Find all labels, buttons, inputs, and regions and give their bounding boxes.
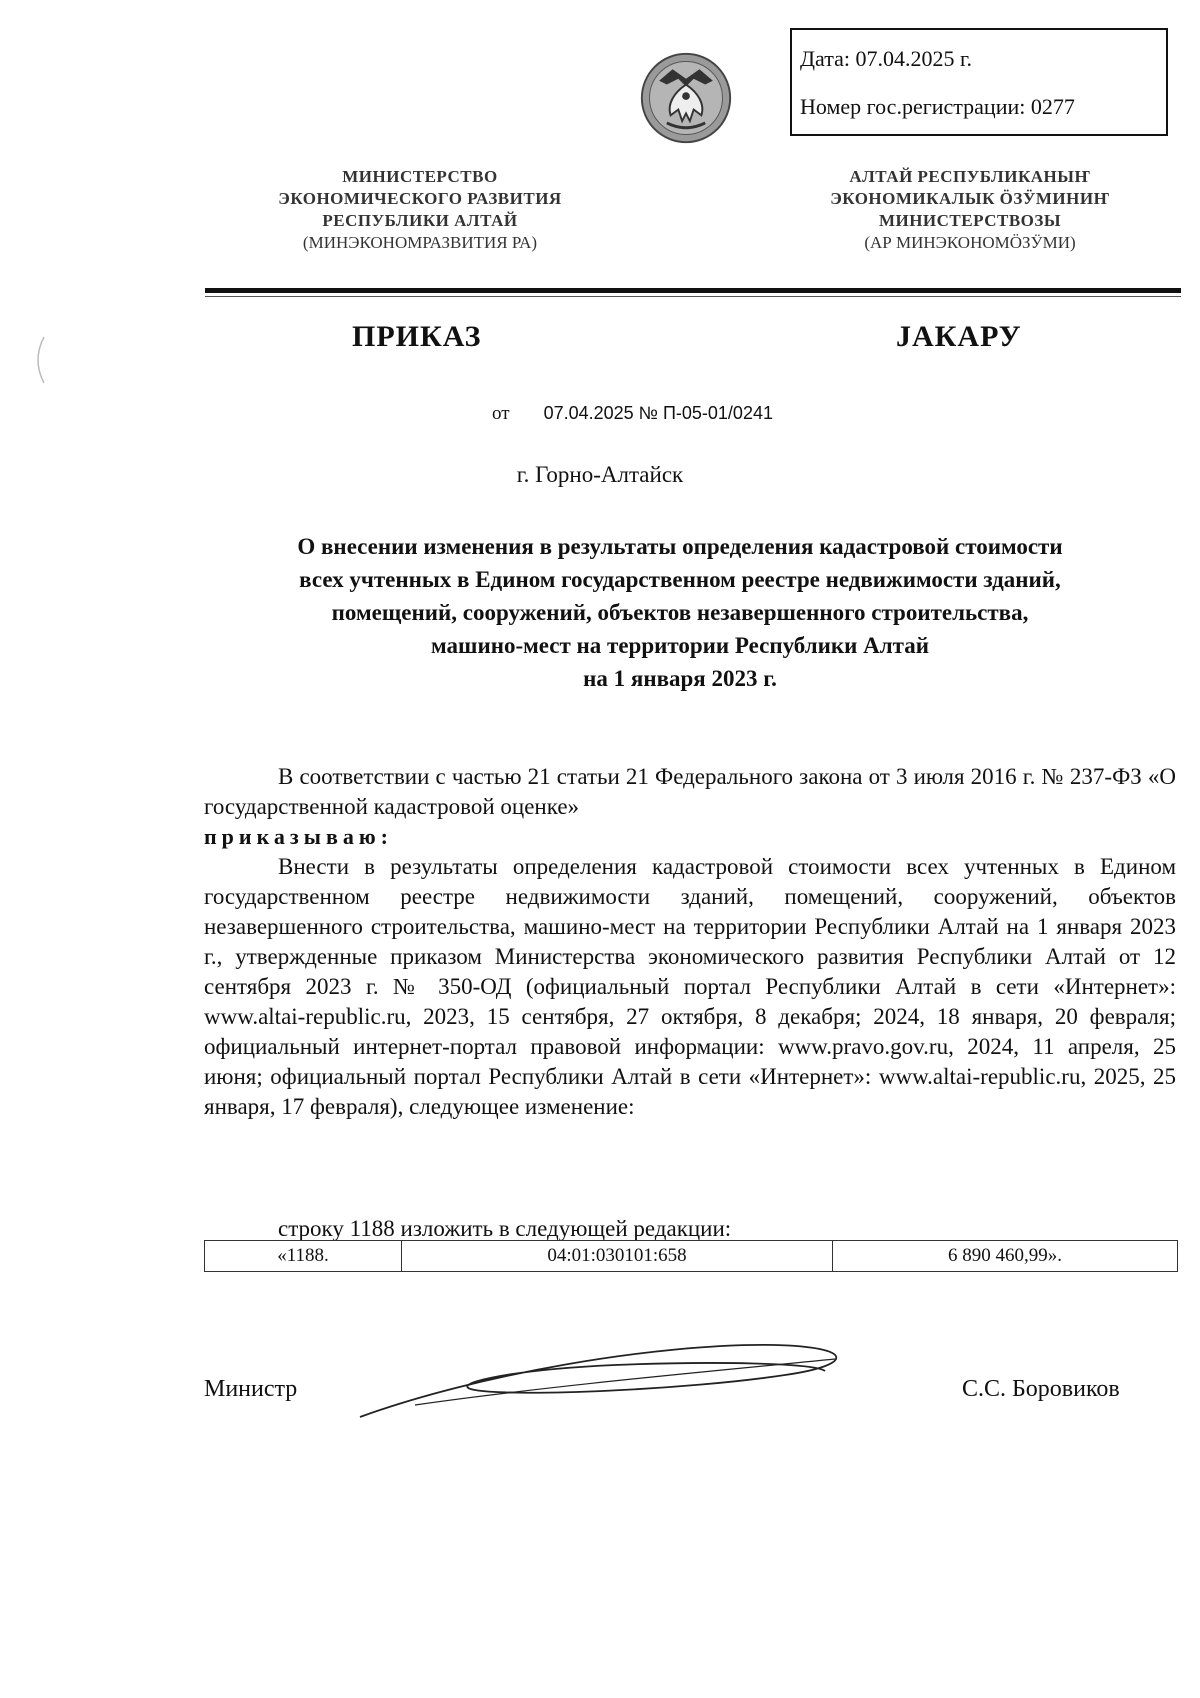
ministry-alt-line3: МИНИСТЕРСТВОЗЫ xyxy=(878,211,1062,230)
preamble-paragraph: В соответствии с частью 21 статьи 21 Федерального закона от 3 июля 2016 г. № 237-ФЗ «О государственной кадастровой оценке» xyxy=(204,764,1176,819)
row-intro-text: строку 1188 изложить в следующей редакции: xyxy=(278,1216,732,1241)
ministry-ru-line1: МИНИСТЕРСТВО xyxy=(342,167,498,186)
ministry-alt-line2: ЭКОНОМИКАЛЫК ÖЗӰМИНИҤ xyxy=(830,189,1110,208)
header-rule-thick xyxy=(205,288,1181,293)
subject-line3: помещений, сооружений, объектов незавершенного строительства, xyxy=(331,600,1029,625)
order-directive-word xyxy=(204,822,388,852)
ministry-alt-abbr: (АР МИНЭКОНОМÖЗӰМИ) xyxy=(864,233,1076,252)
ministry-ru-line2: ЭКОНОМИЧЕСКОГО РАЗВИТИЯ xyxy=(278,189,562,208)
ministry-name-russian xyxy=(240,166,600,254)
signatory-name: С.С. Боровиков xyxy=(962,1376,1120,1402)
order-from-label: от xyxy=(492,403,510,424)
subject-line4: машино-мест на территории Республики Алтай xyxy=(431,633,929,658)
ministry-alt-line1: АЛТАЙ РЕСПУБЛИКАНЫҤ xyxy=(849,167,1091,186)
order-word-colon: : xyxy=(380,824,388,849)
ministry-ru-line3: РЕСПУБЛИКИ АЛТАЙ xyxy=(322,211,518,230)
subject-line2: всех учтенных в Едином государственном реестре недвижимости зданий, xyxy=(299,567,1061,592)
table-row xyxy=(205,1241,1178,1272)
table-cell-cadastral-number: 04:01:030101:658 xyxy=(402,1241,833,1272)
table-cell-cadastral-value: 6 890 460,99». xyxy=(833,1241,1178,1272)
order-title-altai: ЈАКАРУ xyxy=(896,320,1022,353)
scan-artifact xyxy=(30,335,50,385)
registration-number-label: Номер гос.регистрации: xyxy=(800,94,1026,119)
order-subject xyxy=(200,530,1160,695)
header-rule-thin xyxy=(205,296,1181,297)
signatory-title: Министр xyxy=(204,1376,298,1402)
order-word: приказываю xyxy=(204,824,381,849)
registration-date-value: 07.04.2025 г. xyxy=(855,46,973,71)
order-number: 07.04.2025 № П-05-01/0241 xyxy=(543,403,773,423)
registration-box xyxy=(790,28,1168,136)
order-number-line xyxy=(492,403,773,425)
order-city: г. Горно-Алтайск xyxy=(516,462,684,487)
handwritten-signature xyxy=(355,1335,875,1425)
main-paragraph: Внести в результаты определения кадастровой стоимости всех учтенных в Едином государственном реестре недвижимости зданий, помещений, сооружений, объектов незавершенного строительства, машино-мест на территории Республики Алтай на 1 января 2023 г., утвержденные приказом Министерства экономического развития Республики Алтай от 12 сентября 2023 г. № 350-ОД (официальный портал Республики Алтай в сети «Интернет»: www.altai-republic.ru, 2023, 15 сентября, 27 октября, 8 декабря; 2024, 18 января, 20 февраля; официальный интернет-портал правовой информации: www.pravo.gov.ru, 2024, 11 апреля, 25 июня; официальный портал Республики Алтай в сети «Интернет»: www.altai-republic.ru, 2025, 25 января, 17 февраля), следующее изменение: xyxy=(204,854,1176,1119)
subject-line5: на 1 января 2023 г. xyxy=(583,666,777,691)
subject-line1: О внесении изменения в результаты определения кадастровой стоимости xyxy=(297,534,1063,559)
coat-of-arms-emblem xyxy=(638,50,734,146)
registration-number-value: 0277 xyxy=(1030,94,1075,119)
change-table xyxy=(204,1240,1178,1272)
registration-date-label: Дата: xyxy=(800,46,850,71)
ministry-name-altai xyxy=(790,166,1150,254)
table-cell-row-number: «1188. xyxy=(205,1241,402,1272)
ministry-ru-abbr: (МИНЭКОНОМРАЗВИТИЯ РА) xyxy=(302,233,538,252)
registration-number xyxy=(800,96,1166,118)
order-title-russian: ПРИКАЗ xyxy=(352,320,482,353)
registration-date xyxy=(800,48,1166,70)
